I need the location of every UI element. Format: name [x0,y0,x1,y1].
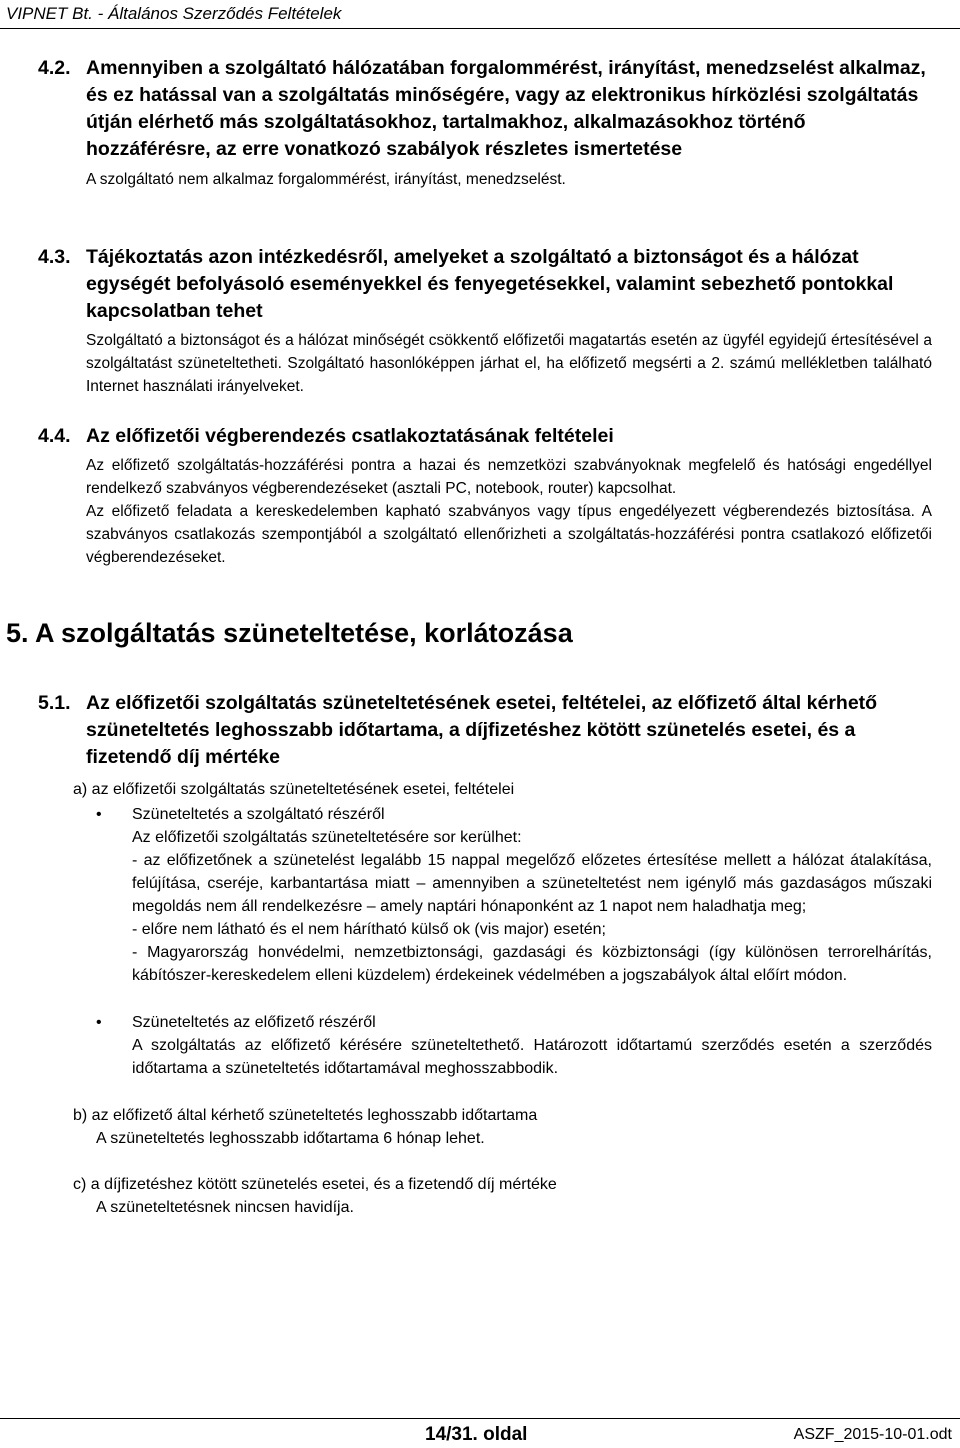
section-number: 4.3. [38,246,71,268]
subsection-b-label: b) az előfizető által kérhető szüneteltetés leghosszabb időtartama [73,1107,538,1124]
bullet-item: - előre nem látható és el nem hárítható külső ok (vis major) esetén; [132,921,606,938]
bullet-text: A szolgáltatás az előfizető kérésére szüneteltethető. Határozott időtartamú szerződés esetén a szerződés időtartama a szüneteltetés időtartamával meghosszabbodik. [132,1037,932,1077]
section-5-1 [38,690,932,1219]
footer-divider [0,1418,960,1419]
section-number: 5.1. [38,692,71,714]
section-4-2-body: A szolgáltató nem alkalmaz forgalommérést, irányítást, menedzselést. [86,171,566,188]
section-number: 4.4. [38,425,71,447]
bullet-title: Szüneteltetés a szolgáltató részéről [132,806,385,823]
section-title: Tájékoztatás azon intézkedésről, amelyeket a szolgáltató a biztonságot és a hálózat egységét befolyásoló eseményekkel és fenyegetésekkel, valamint sebezhető pontokkal kapcsolatban tehet [86,246,894,322]
section-4-3-heading [38,244,932,325]
subsection-b-text: A szüneteltetés leghosszabb időtartama 6 hónap lehet. [96,1130,485,1147]
section-4-3-body: Szolgáltató a biztonságot és a hálózat minőségét csökkentő előfizetői magatartás esetén az ügyfél egyidejű értesítésével a szolgáltatást szüneteltetheti. Szolgáltató hasonlóképpen járhat el, ha előfizető megsérti a 2. számú mellékletben található Internet használati irányelveket. [86,332,932,395]
bullet-icon: • [96,1014,102,1031]
section-4-2-heading [38,55,932,163]
section-5-1-heading [38,690,932,771]
header-divider [0,28,960,29]
subsection-c-text: A szüneteltetésnek nincsen havidíja. [96,1199,354,1216]
section-4-4-paragraph-1: Az előfizető szolgáltatás-hozzáférési pontra a hazai és nemzetközi szabványoknak megfelelő és hatósági engedéllyel rendelkező szabványos végberendezéseket (asztali PC, notebook, router) kapcsolhat. [86,457,932,497]
document-header-title: VIPNET Bt. - Általános Szerződés Feltételek [6,4,342,23]
section-4-4-paragraph-2: Az előfizető feladata a kereskedelemben kapható szabványos vagy típus engedélyezett végberendezés biztosítása. A szabványos csatlakozás szempontjából a szolgáltató ellenőrizheti a szolgáltatás-hozzáférési pontra csatlakozó előfizetői végberendezéseket. [86,503,932,566]
section-4-2 [38,55,932,191]
section-title: Az előfizetői végberendezés csatlakoztatásának feltételei [86,425,614,447]
bullet-title: Szüneteltetés az előfizető részéről [132,1014,376,1031]
subsection-a-label: a) az előfizetői szolgáltatás szüneteltetésének esetei, feltételei [73,781,515,798]
bullet-item: - Magyarország honvédelmi, nemzetbiztonsági, gazdasági és közbiztonsági (így különösen terrorelhárítás, kábítószer-kereskedelem elleni küzdelem) érdekeinek védelmében a jogszabályok által előírt módon. [132,944,932,984]
section-4-4-heading [38,423,932,450]
section-number: 4.2. [38,57,71,79]
bullet-subscriber-suspension [96,1011,932,1080]
subsection-c-label: c) a díjfizetéshez kötött szünetelés esetei, és a fizetendő díj mértéke [73,1176,557,1193]
section-title: Amennyiben a szolgáltató hálózatában forgalommérést, irányítást, menedzselést alkalmaz, és ez hatással van a szolgáltatás minőségére, vagy az elektronikus hírközlési szolgáltatás útján elérhető más szolgáltatásokhoz, tartalmakhoz, alkalmazásokhoz történő hozzáférésre, az erre vonatkozó szabályok részletes ismertetése [86,57,926,160]
bullet-intro: Az előfizetői szolgáltatás szüneteltetésére sor kerülhet: [132,829,522,846]
chapter-5-heading: 5. A szolgáltatás szüneteltetése, korlátozása [6,618,573,648]
page-number: 14/31. oldal [425,1424,528,1445]
document-filename: ASZF_2015-10-01.odt [793,1426,952,1443]
bullet-icon: • [96,806,102,823]
section-title: Az előfizetői szolgáltatás szüneteltetésének esetei, feltételei, az előfizető által kérhető szüneteltetés leghosszabb időtartama, a díjfizetéshez kötött szünetelés esetei, és a fizetendő díj mértéke [86,692,878,768]
section-4-3 [38,244,932,398]
section-4-4 [38,423,932,569]
bullet-provider-suspension [96,803,932,987]
bullet-item: - az előfizetőnek a szünetelést legalább 15 nappal megelőző előzetes értesítése mellett a hálózat átalakítása, felújítása, cseréje, karbantartása miatt – amennyiben a szüneteltetést nem igénylő más gazdaságos műszaki megoldás nem áll rendelkezésre – amely naptári hónaponként az 1 napot nem haladhatja meg; [132,852,932,915]
